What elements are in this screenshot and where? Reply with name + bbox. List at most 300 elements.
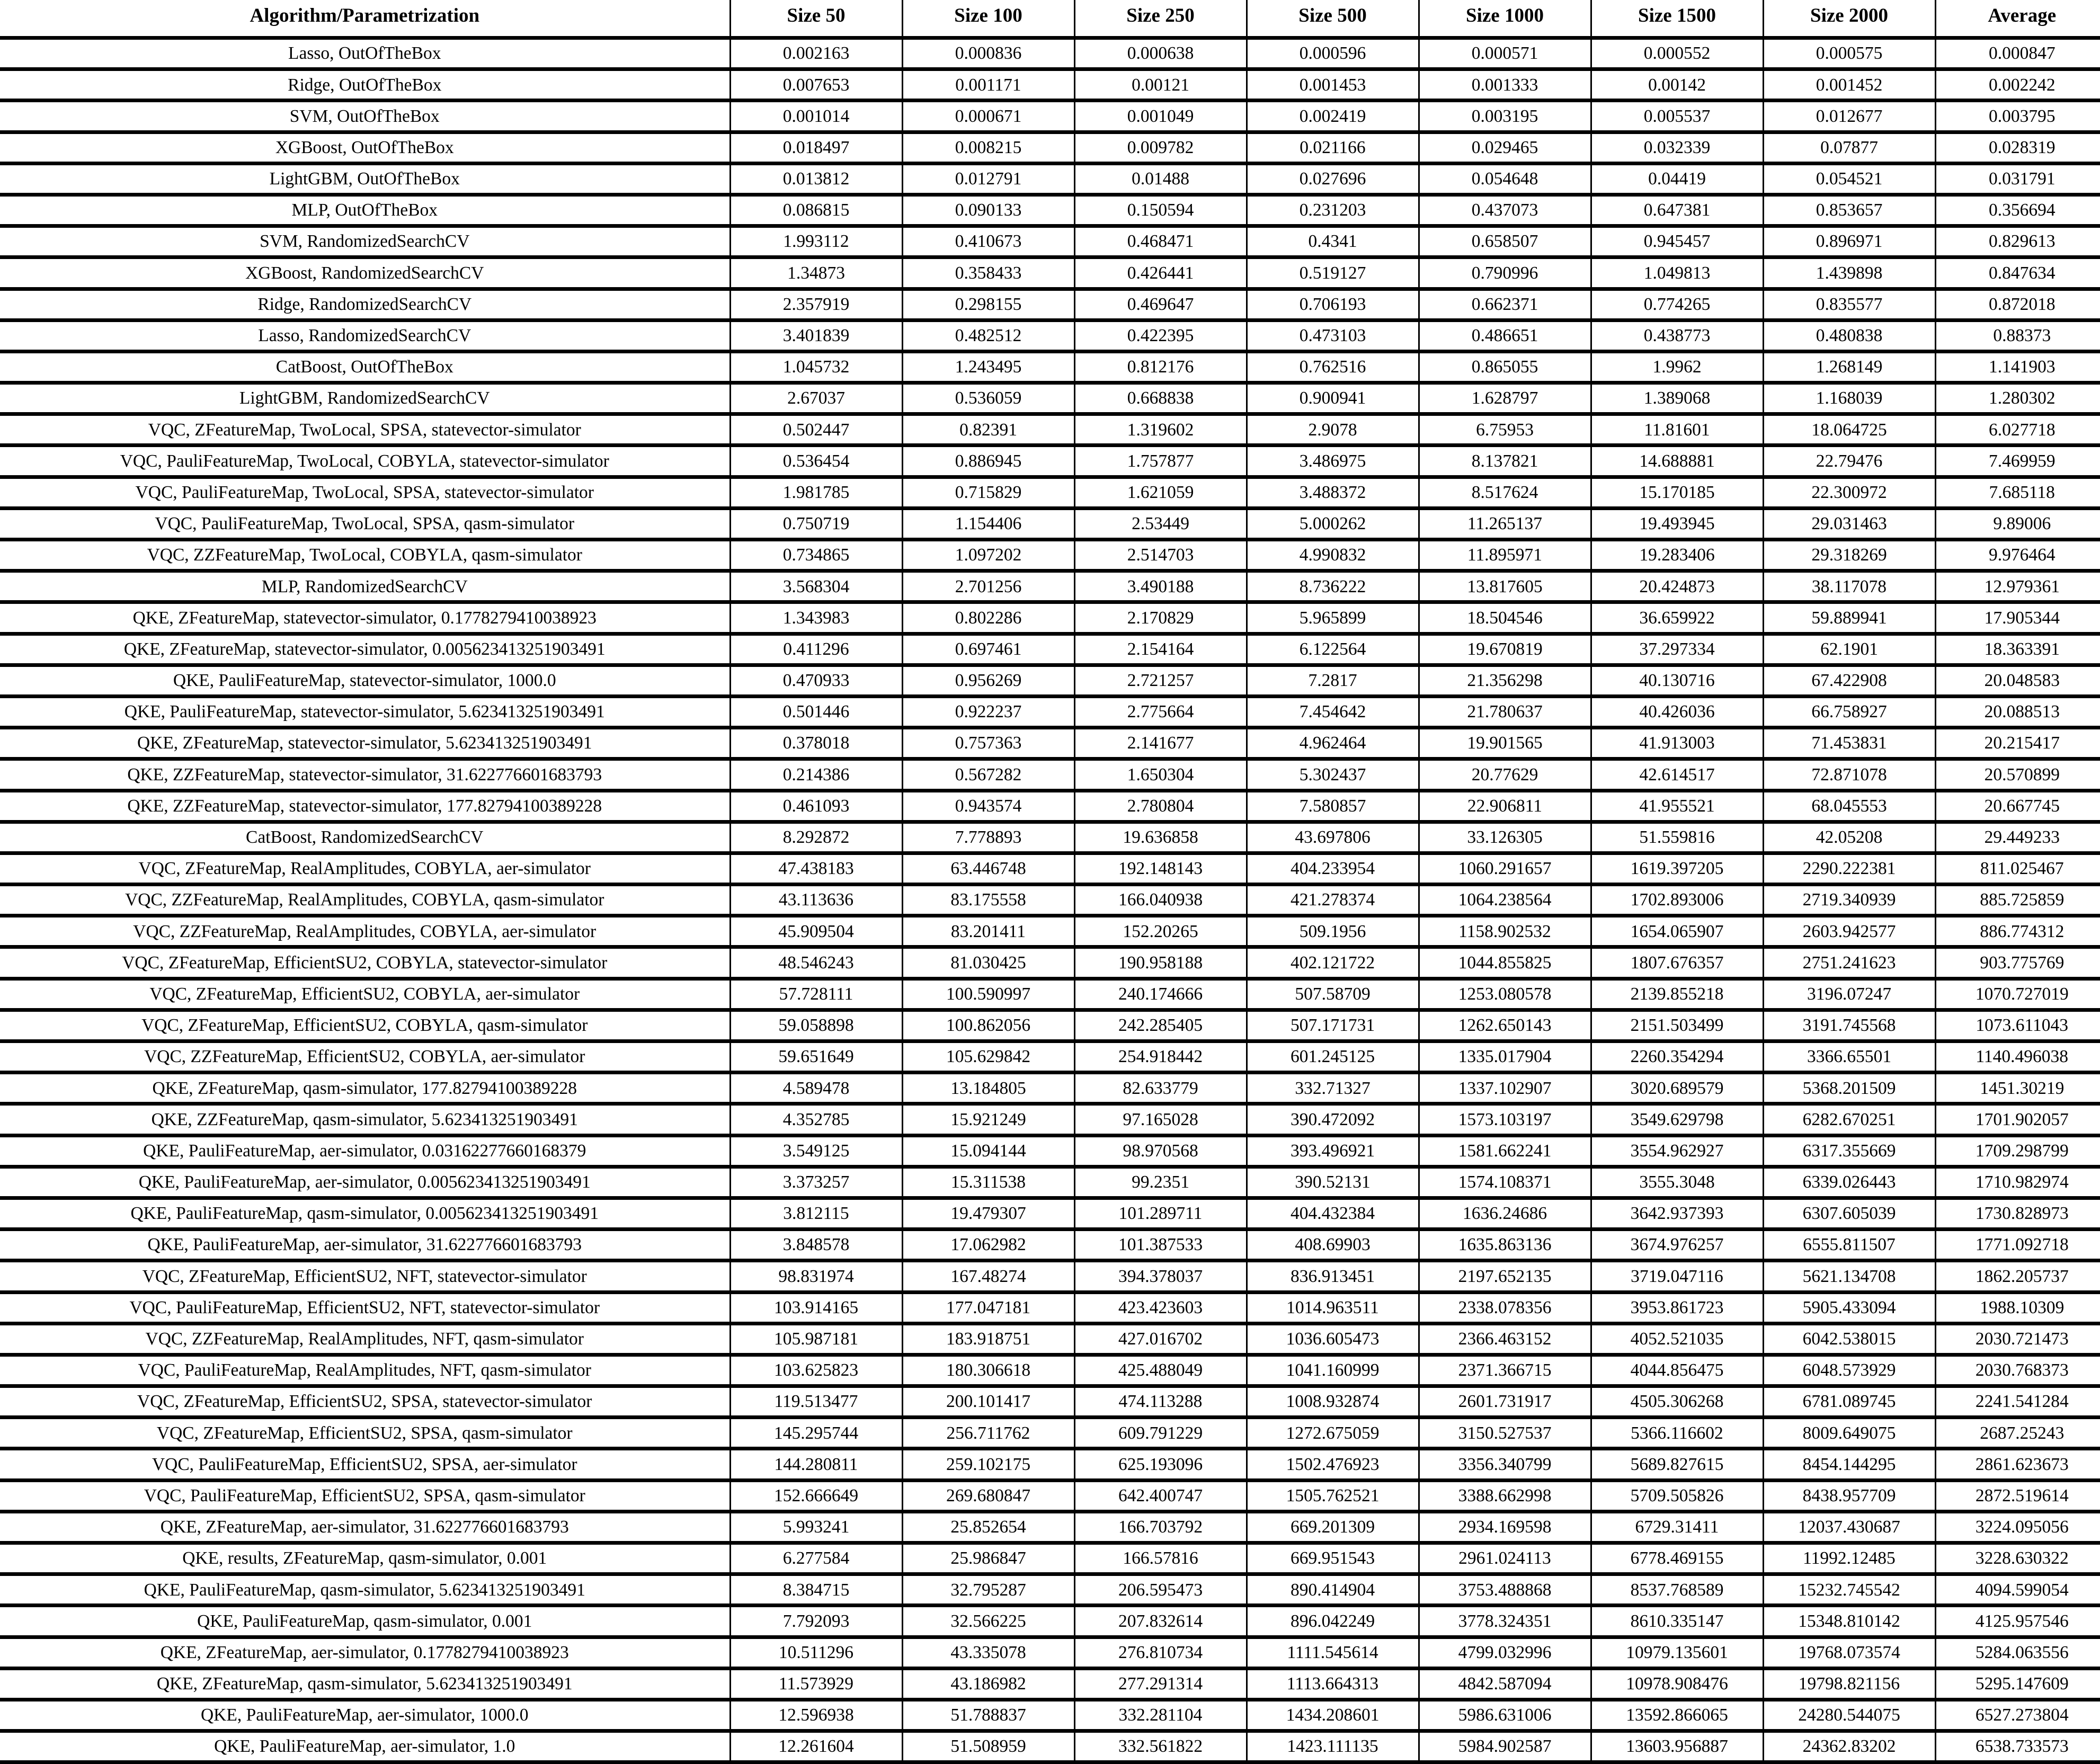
cell-value: 0.002163	[730, 38, 902, 69]
cell-value: 0.956269	[902, 665, 1074, 696]
cell-value: 166.703792	[1074, 1511, 1247, 1543]
cell-value: 1988.10309	[1935, 1292, 2100, 1323]
cell-value: 2.721257	[1074, 665, 1247, 696]
cell-value: 6.122564	[1247, 634, 1419, 665]
cell-value: 259.102175	[902, 1449, 1074, 1480]
cell-value: 45.909504	[730, 916, 902, 947]
cell-value: 5905.433094	[1763, 1292, 1935, 1323]
cell-algorithm: QKE, results, ZFeatureMap, qasm-simulator, 0.001	[0, 1543, 730, 1574]
cell-value: 3674.976257	[1591, 1230, 1763, 1261]
cell-value: 394.378037	[1074, 1261, 1247, 1292]
cell-value: 8.384715	[730, 1574, 902, 1606]
cell-value: 886.774312	[1935, 916, 2100, 947]
cell-algorithm: VQC, PauliFeatureMap, TwoLocal, SPSA, statevector-simulator	[0, 477, 730, 508]
cell-value: 2.67037	[730, 383, 902, 414]
cell-value: 427.016702	[1074, 1323, 1247, 1355]
cell-value: 0.945457	[1591, 226, 1763, 257]
cell-value: 1710.982974	[1935, 1166, 2100, 1198]
cell-value: 2030.768373	[1935, 1355, 2100, 1386]
table-row	[0, 132, 2100, 163]
cell-algorithm: VQC, PauliFeatureMap, EfficientSU2, SPSA, aer-simulator	[0, 1449, 730, 1480]
cell-value: 6729.31411	[1591, 1511, 1763, 1543]
cell-value: 7.778893	[902, 822, 1074, 853]
table-row	[0, 728, 2100, 759]
cell-value: 2.780804	[1074, 790, 1247, 822]
cell-value: 19.636858	[1074, 822, 1247, 853]
cell-value: 6.027718	[1935, 414, 2100, 446]
cell-value: 2601.731917	[1419, 1386, 1591, 1418]
cell-value: 5284.063556	[1935, 1637, 2100, 1668]
column-header-size-250: Size 250	[1074, 0, 1247, 38]
cell-value: 4.352785	[730, 1104, 902, 1135]
cell-value: 4.990832	[1247, 540, 1419, 571]
cell-value: 19798.821156	[1763, 1668, 1935, 1699]
cell-value: 8454.144295	[1763, 1449, 1935, 1480]
cell-value: 68.045553	[1763, 790, 1935, 822]
cell-value: 0.886945	[902, 446, 1074, 477]
cell-algorithm: Ridge, RandomizedSearchCV	[0, 289, 730, 320]
cell-value: 276.810734	[1074, 1637, 1247, 1668]
cell-value: 1262.650143	[1419, 1010, 1591, 1041]
cell-value: 836.913451	[1247, 1261, 1419, 1292]
cell-value: 0.88373	[1935, 320, 2100, 351]
cell-value: 0.835577	[1763, 289, 1935, 320]
cell-value: 11.81601	[1591, 414, 1763, 446]
cell-algorithm: QKE, ZZFeatureMap, qasm-simulator, 5.623413251903491	[0, 1104, 730, 1135]
cell-value: 3.373257	[730, 1166, 902, 1198]
cell-value: 11.265137	[1419, 508, 1591, 539]
cell-value: 0.358433	[902, 257, 1074, 289]
cell-algorithm: VQC, ZFeatureMap, EfficientSU2, SPSA, statevector-simulator	[0, 1386, 730, 1418]
cell-value: 43.697806	[1247, 822, 1419, 853]
cell-value: 3366.65501	[1763, 1041, 1935, 1073]
cell-value: 240.174666	[1074, 978, 1247, 1010]
cell-value: 1014.963511	[1247, 1292, 1419, 1323]
cell-value: 0.027696	[1247, 163, 1419, 194]
table-row	[0, 194, 2100, 226]
table-row	[0, 477, 2100, 508]
column-header-size-1500: Size 1500	[1591, 0, 1763, 38]
cell-algorithm: VQC, ZZFeatureMap, RealAmplitudes, NFT, qasm-simulator	[0, 1323, 730, 1355]
cell-value: 100.862056	[902, 1010, 1074, 1041]
cell-value: 402.121722	[1247, 947, 1419, 978]
cell-algorithm: XGBoost, OutOfTheBox	[0, 132, 730, 163]
cell-value: 1701.902057	[1935, 1104, 2100, 1135]
cell-value: 3.568304	[730, 571, 902, 602]
cell-value: 0.009782	[1074, 132, 1247, 163]
column-header-size-500: Size 500	[1247, 0, 1419, 38]
cell-value: 40.130716	[1591, 665, 1763, 696]
cell-value: 421.278374	[1247, 885, 1419, 916]
cell-value: 0.298155	[902, 289, 1074, 320]
cell-value: 17.905344	[1935, 602, 2100, 634]
cell-value: 0.000575	[1763, 38, 1935, 69]
cell-algorithm: QKE, ZFeatureMap, aer-simulator, 0.1778279410038923	[0, 1637, 730, 1668]
cell-value: 19.493945	[1591, 508, 1763, 539]
cell-value: 1581.662241	[1419, 1135, 1591, 1166]
cell-value: 6781.089745	[1763, 1386, 1935, 1418]
cell-value: 277.291314	[1074, 1668, 1247, 1699]
cell-algorithm: VQC, ZFeatureMap, RealAmplitudes, COBYLA, aer-simulator	[0, 853, 730, 884]
cell-value: 0.231203	[1247, 194, 1419, 226]
table-row	[0, 414, 2100, 446]
cell-value: 19.670819	[1419, 634, 1591, 665]
cell-value: 0.750719	[730, 508, 902, 539]
cell-value: 15232.745542	[1763, 1574, 1935, 1606]
cell-value: 425.488049	[1074, 1355, 1247, 1386]
cell-value: 1709.298799	[1935, 1135, 2100, 1166]
table-row	[0, 1699, 2100, 1731]
cell-value: 642.400747	[1074, 1480, 1247, 1511]
cell-value: 51.559816	[1591, 822, 1763, 853]
cell-algorithm: QKE, PauliFeatureMap, qasm-simulator, 0.001	[0, 1606, 730, 1637]
cell-value: 6778.469155	[1591, 1543, 1763, 1574]
cell-value: 12.979361	[1935, 571, 2100, 602]
cell-value: 10.511296	[730, 1637, 902, 1668]
cell-value: 0.426441	[1074, 257, 1247, 289]
cell-value: 3719.047116	[1591, 1261, 1763, 1292]
cell-value: 5.000262	[1247, 508, 1419, 539]
cell-value: 101.289711	[1074, 1198, 1247, 1229]
table-row	[0, 1355, 2100, 1386]
cell-value: 1.628797	[1419, 383, 1591, 414]
cell-value: 2961.024113	[1419, 1543, 1591, 1574]
cell-value: 3953.861723	[1591, 1292, 1763, 1323]
cell-value: 0.054521	[1763, 163, 1935, 194]
cell-value: 0.054648	[1419, 163, 1591, 194]
table-row	[0, 101, 2100, 132]
table-row	[0, 822, 2100, 853]
cell-algorithm: QKE, ZFeatureMap, statevector-simulator, 5.623413251903491	[0, 728, 730, 759]
cell-value: 8.292872	[730, 822, 902, 853]
cell-value: 24280.544075	[1763, 1699, 1935, 1731]
cell-value: 0.812176	[1074, 351, 1247, 382]
cell-value: 0.000571	[1419, 38, 1591, 69]
column-header-size-1000: Size 1000	[1419, 0, 1591, 38]
cell-value: 8009.649075	[1763, 1418, 1935, 1449]
cell-value: 507.171731	[1247, 1010, 1419, 1041]
cell-algorithm: SVM, RandomizedSearchCV	[0, 226, 730, 257]
cell-value: 72.871078	[1763, 759, 1935, 790]
cell-algorithm: XGBoost, RandomizedSearchCV	[0, 257, 730, 289]
cell-value: 200.101417	[902, 1386, 1074, 1418]
cell-value: 43.335078	[902, 1637, 1074, 1668]
cell-value: 0.470933	[730, 665, 902, 696]
table-row	[0, 571, 2100, 602]
cell-value: 0.536454	[730, 446, 902, 477]
header-row	[0, 0, 2100, 38]
column-header-size-100: Size 100	[902, 0, 1074, 38]
cell-algorithm: QKE, PauliFeatureMap, aer-simulator, 1000.0	[0, 1699, 730, 1731]
cell-value: 1.650304	[1074, 759, 1247, 790]
cell-value: 20.667745	[1935, 790, 2100, 822]
cell-value: 62.1901	[1763, 634, 1935, 665]
cell-value: 509.1956	[1247, 916, 1419, 947]
table-row	[0, 257, 2100, 289]
cell-value: 37.297334	[1591, 634, 1763, 665]
cell-value: 0.662371	[1419, 289, 1591, 320]
cell-algorithm: VQC, ZZFeatureMap, EfficientSU2, COBYLA, aer-simulator	[0, 1041, 730, 1073]
cell-algorithm: CatBoost, RandomizedSearchCV	[0, 822, 730, 853]
cell-value: 7.685118	[1935, 477, 2100, 508]
cell-value: 1.439898	[1763, 257, 1935, 289]
cell-value: 43.186982	[902, 1668, 1074, 1699]
cell-value: 6527.273804	[1935, 1699, 2100, 1731]
cell-value: 332.71327	[1247, 1073, 1419, 1104]
cell-value: 5366.116602	[1591, 1418, 1763, 1449]
cell-algorithm: LightGBM, OutOfTheBox	[0, 163, 730, 194]
table-row	[0, 508, 2100, 539]
cell-value: 101.387533	[1074, 1230, 1247, 1261]
cell-value: 0.872018	[1935, 289, 2100, 320]
cell-algorithm: VQC, ZZFeatureMap, RealAmplitudes, COBYLA, qasm-simulator	[0, 885, 730, 916]
cell-value: 47.438183	[730, 853, 902, 884]
cell-value: 3555.3048	[1591, 1166, 1763, 1198]
cell-value: 3.401839	[730, 320, 902, 351]
cell-value: 1619.397205	[1591, 853, 1763, 884]
cell-value: 6339.026443	[1763, 1166, 1935, 1198]
cell-value: 0.410673	[902, 226, 1074, 257]
table-row	[0, 320, 2100, 351]
cell-value: 2861.623673	[1935, 1449, 2100, 1480]
cell-value: 8610.335147	[1591, 1606, 1763, 1637]
cell-value: 0.519127	[1247, 257, 1419, 289]
cell-value: 6282.670251	[1763, 1104, 1935, 1135]
cell-value: 7.580857	[1247, 790, 1419, 822]
cell-value: 2139.855218	[1591, 978, 1763, 1010]
cell-value: 1.993112	[730, 226, 902, 257]
cell-value: 82.633779	[1074, 1073, 1247, 1104]
cell-value: 404.233954	[1247, 853, 1419, 884]
cell-value: 42.05208	[1763, 822, 1935, 853]
cell-value: 1862.205737	[1935, 1261, 2100, 1292]
cell-value: 1073.611043	[1935, 1010, 2100, 1041]
cell-value: 13592.866065	[1591, 1699, 1763, 1731]
cell-value: 144.280811	[730, 1449, 902, 1480]
cell-value: 2.357919	[730, 289, 902, 320]
cell-value: 206.595473	[1074, 1574, 1247, 1606]
cell-value: 83.201411	[902, 916, 1074, 947]
cell-value: 2.514703	[1074, 540, 1247, 571]
cell-value: 0.002242	[1935, 69, 2100, 101]
cell-value: 0.04419	[1591, 163, 1763, 194]
cell-value: 166.57816	[1074, 1543, 1247, 1574]
cell-value: 4842.587094	[1419, 1668, 1591, 1699]
cell-value: 5.993241	[730, 1511, 902, 1543]
cell-algorithm: VQC, ZZFeatureMap, TwoLocal, COBYLA, qasm-simulator	[0, 540, 730, 571]
cell-value: 192.148143	[1074, 853, 1247, 884]
cell-value: 903.775769	[1935, 947, 2100, 978]
cell-value: 6555.811507	[1763, 1230, 1935, 1261]
cell-value: 1730.828973	[1935, 1198, 2100, 1229]
cell-value: 0.001049	[1074, 101, 1247, 132]
cell-value: 11.895971	[1419, 540, 1591, 571]
cell-value: 0.003195	[1419, 101, 1591, 132]
cell-value: 2.9078	[1247, 414, 1419, 446]
cell-value: 0.001014	[730, 101, 902, 132]
cell-value: 0.150594	[1074, 194, 1247, 226]
cell-value: 0.007653	[730, 69, 902, 101]
cell-value: 29.449233	[1935, 822, 2100, 853]
cell-value: 0.008215	[902, 132, 1074, 163]
cell-value: 1.981785	[730, 477, 902, 508]
cell-value: 1111.545614	[1247, 1637, 1419, 1668]
cell-value: 390.52131	[1247, 1166, 1419, 1198]
cell-value: 0.021166	[1247, 132, 1419, 163]
cell-value: 1044.855825	[1419, 947, 1591, 978]
cell-algorithm: QKE, PauliFeatureMap, qasm-simulator, 5.623413251903491	[0, 1574, 730, 1606]
cell-value: 18.064725	[1763, 414, 1935, 446]
table-row	[0, 634, 2100, 665]
cell-value: 5295.147609	[1935, 1668, 2100, 1699]
cell-value: 3.486975	[1247, 446, 1419, 477]
cell-value: 0.762516	[1247, 351, 1419, 382]
cell-value: 24362.83202	[1763, 1731, 1935, 1762]
cell-value: 1.243495	[902, 351, 1074, 382]
cell-value: 0.029465	[1419, 132, 1591, 163]
cell-value: 13.817605	[1419, 571, 1591, 602]
cell-value: 0.757363	[902, 728, 1074, 759]
cell-value: 601.245125	[1247, 1041, 1419, 1073]
cell-value: 19.479307	[902, 1198, 1074, 1229]
cell-value: 0.003795	[1935, 101, 2100, 132]
cell-value: 207.832614	[1074, 1606, 1247, 1637]
cell-value: 0.437073	[1419, 194, 1591, 226]
cell-value: 5368.201509	[1763, 1073, 1935, 1104]
cell-value: 20.77629	[1419, 759, 1591, 790]
cell-value: 332.561822	[1074, 1731, 1247, 1762]
cell-value: 1335.017904	[1419, 1041, 1591, 1073]
cell-value: 10978.908476	[1591, 1668, 1763, 1699]
cell-value: 3150.527537	[1419, 1418, 1591, 1449]
cell-value: 11992.12485	[1763, 1543, 1935, 1574]
cell-value: 6048.573929	[1763, 1355, 1935, 1386]
table-row	[0, 665, 2100, 696]
cell-value: 9.976464	[1935, 540, 2100, 571]
table-row	[0, 1323, 2100, 1355]
cell-value: 1.268149	[1763, 351, 1935, 382]
cell-value: 33.126305	[1419, 822, 1591, 853]
cell-value: 0.668838	[1074, 383, 1247, 414]
cell-value: 4044.856475	[1591, 1355, 1763, 1386]
cell-value: 97.165028	[1074, 1104, 1247, 1135]
cell-algorithm: VQC, ZFeatureMap, EfficientSU2, NFT, statevector-simulator	[0, 1261, 730, 1292]
cell-value: 1574.108371	[1419, 1166, 1591, 1198]
cell-value: 4125.957546	[1935, 1606, 2100, 1637]
cell-algorithm: VQC, ZFeatureMap, EfficientSU2, COBYLA, statevector-simulator	[0, 947, 730, 978]
cell-value: 6042.538015	[1763, 1323, 1935, 1355]
cell-value: 625.193096	[1074, 1449, 1247, 1480]
table-row	[0, 226, 2100, 257]
cell-value: 5984.902587	[1419, 1731, 1591, 1762]
cell-value: 4505.306268	[1591, 1386, 1763, 1418]
column-header-algorithm: Algorithm/Parametrization	[0, 0, 730, 38]
cell-value: 3.848578	[730, 1230, 902, 1261]
table-row	[0, 1198, 2100, 1229]
cell-value: 6.277584	[730, 1543, 902, 1574]
table-row	[0, 1480, 2100, 1511]
column-header-size-2000: Size 2000	[1763, 0, 1935, 38]
cell-value: 1064.238564	[1419, 885, 1591, 916]
cell-value: 3356.340799	[1419, 1449, 1591, 1480]
cell-algorithm: VQC, ZZFeatureMap, RealAmplitudes, COBYLA, aer-simulator	[0, 916, 730, 947]
cell-value: 15.170185	[1591, 477, 1763, 508]
cell-value: 6538.733573	[1935, 1731, 2100, 1762]
cell-algorithm: Ridge, OutOfTheBox	[0, 69, 730, 101]
cell-value: 2.701256	[902, 571, 1074, 602]
cell-value: 0.422395	[1074, 320, 1247, 351]
cell-value: 98.970568	[1074, 1135, 1247, 1166]
table-row	[0, 1731, 2100, 1762]
cell-value: 0.000847	[1935, 38, 2100, 69]
cell-value: 51.788837	[902, 1699, 1074, 1731]
cell-value: 51.508959	[902, 1731, 1074, 1762]
cell-algorithm: QKE, PauliFeatureMap, aer-simulator, 31.622776601683793	[0, 1230, 730, 1261]
cell-value: 0.090133	[902, 194, 1074, 226]
cell-value: 0.943574	[902, 790, 1074, 822]
cell-value: 177.047181	[902, 1292, 1074, 1323]
cell-algorithm: QKE, PauliFeatureMap, qasm-simulator, 0.005623413251903491	[0, 1198, 730, 1229]
cell-value: 1.045732	[730, 351, 902, 382]
cell-value: 7.792093	[730, 1606, 902, 1637]
cell-value: 4.962464	[1247, 728, 1419, 759]
cell-value: 0.647381	[1591, 194, 1763, 226]
cell-value: 0.865055	[1419, 351, 1591, 382]
cell-value: 0.847634	[1935, 257, 2100, 289]
table-row	[0, 1261, 2100, 1292]
cell-value: 3.549125	[730, 1135, 902, 1166]
cell-value: 0.018497	[730, 132, 902, 163]
cell-value: 1423.111135	[1247, 1731, 1419, 1762]
cell-value: 2338.078356	[1419, 1292, 1591, 1323]
cell-algorithm: VQC, PauliFeatureMap, TwoLocal, COBYLA, statevector-simulator	[0, 446, 730, 477]
table-body	[0, 38, 2100, 1762]
cell-value: 7.2817	[1247, 665, 1419, 696]
cell-value: 152.20265	[1074, 916, 1247, 947]
cell-value: 8.137821	[1419, 446, 1591, 477]
cell-value: 2197.652135	[1419, 1261, 1591, 1292]
cell-algorithm: SVM, OutOfTheBox	[0, 101, 730, 132]
table-row	[0, 1073, 2100, 1104]
cell-value: 25.986847	[902, 1543, 1074, 1574]
cell-value: 1041.160999	[1247, 1355, 1419, 1386]
cell-value: 29.318269	[1763, 540, 1935, 571]
cell-value: 0.00142	[1591, 69, 1763, 101]
cell-value: 1.280302	[1935, 383, 2100, 414]
cell-value: 0.356694	[1935, 194, 2100, 226]
table-row	[0, 69, 2100, 101]
table-row	[0, 696, 2100, 727]
cell-value: 256.711762	[902, 1418, 1074, 1449]
cell-value: 41.913003	[1591, 728, 1763, 759]
cell-value: 1573.103197	[1419, 1104, 1591, 1135]
cell-value: 81.030425	[902, 947, 1074, 978]
cell-algorithm: QKE, ZFeatureMap, statevector-simulator, 0.005623413251903491	[0, 634, 730, 665]
cell-value: 0.790996	[1419, 257, 1591, 289]
cell-value: 0.012677	[1763, 101, 1935, 132]
cell-algorithm: QKE, PauliFeatureMap, aer-simulator, 0.005623413251903491	[0, 1166, 730, 1198]
cell-value: 0.502447	[730, 414, 902, 446]
cell-value: 5.302437	[1247, 759, 1419, 790]
cell-value: 2.154164	[1074, 634, 1247, 665]
cell-value: 1060.291657	[1419, 853, 1591, 884]
cell-value: 0.214386	[730, 759, 902, 790]
cell-value: 183.918751	[902, 1323, 1074, 1355]
table-row	[0, 1166, 2100, 1198]
cell-value: 0.005537	[1591, 101, 1763, 132]
cell-value: 20.570899	[1935, 759, 2100, 790]
cell-value: 0.000671	[902, 101, 1074, 132]
